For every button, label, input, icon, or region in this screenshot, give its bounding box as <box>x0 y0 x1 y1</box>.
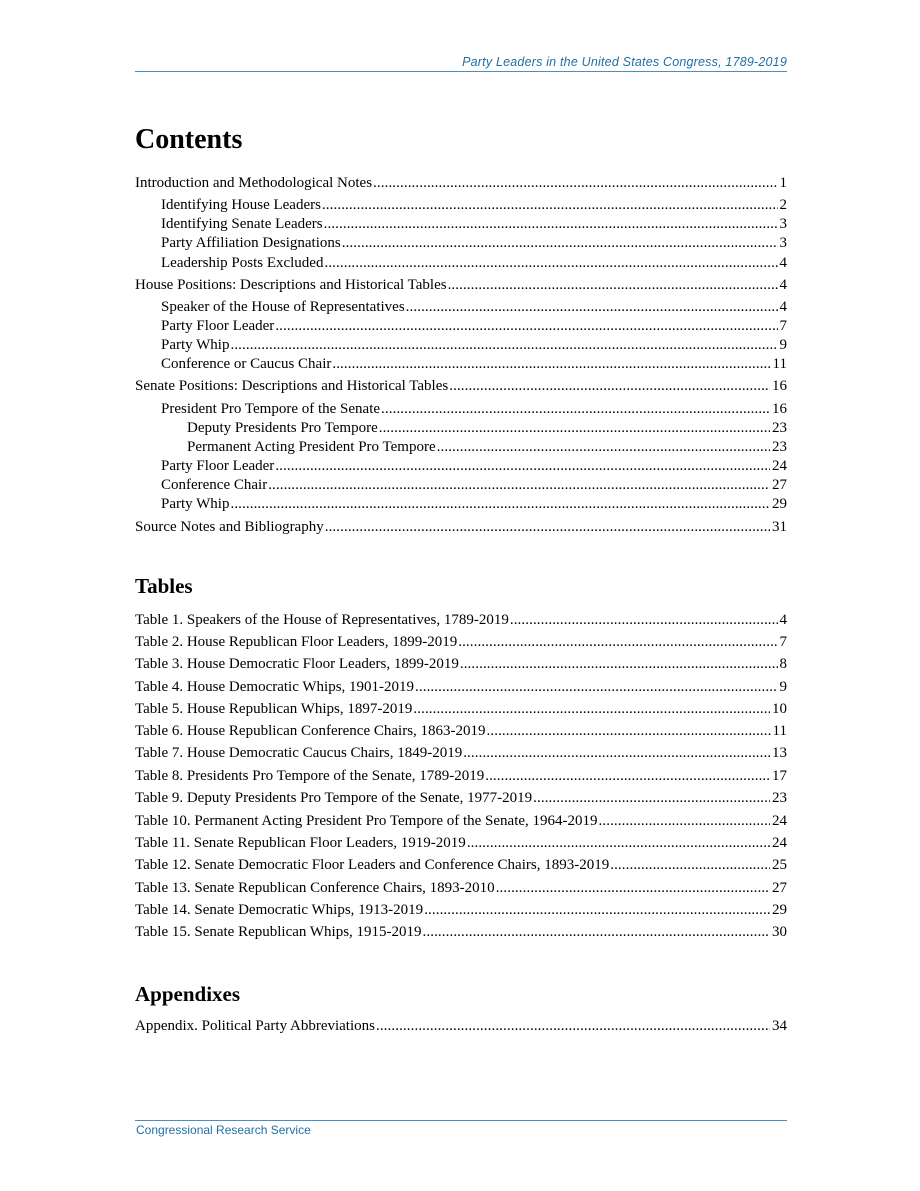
toc-entry-page: 3 <box>779 235 787 251</box>
toc-entry-title: Permanent Acting President Pro Tempore <box>187 439 436 455</box>
footer-publisher: Congressional Research Service <box>136 1123 311 1137</box>
table-entry-page: 24 <box>772 835 787 851</box>
toc-entry[interactable] <box>161 336 787 355</box>
toc-entry-title: Party Floor Leader <box>161 318 275 334</box>
leader-dots <box>332 355 770 374</box>
table-entry-page: 10 <box>772 701 787 717</box>
table-list-entry[interactable] <box>135 856 787 875</box>
table-entry-page: 4 <box>779 612 787 628</box>
toc-entry-page: 27 <box>772 477 787 493</box>
table-list-entry[interactable] <box>135 655 787 674</box>
table-entry-page: 29 <box>772 902 787 918</box>
leader-dots <box>324 254 777 273</box>
table-list-entry[interactable] <box>135 633 787 652</box>
leader-dots <box>415 678 777 697</box>
toc-entry-title: Conference Chair <box>161 477 268 493</box>
running-header-title: Party Leaders in the United States Congress, 1789-2019 <box>462 55 787 69</box>
toc-entry-page: 3 <box>779 216 787 232</box>
leader-dots <box>413 700 770 719</box>
table-entry-page: 30 <box>772 924 787 940</box>
table-list-entry[interactable] <box>135 789 787 808</box>
toc-entry-title: Source Notes and Bibliography <box>135 519 324 535</box>
table-entry-title: Table 13. Senate Republican Conference Chairs, 1893-2010 <box>135 880 495 896</box>
leader-dots <box>373 174 777 193</box>
table-entry-page: 7 <box>779 634 787 650</box>
table-entry-title: Table 6. House Republican Conference Chairs, 1863-2019 <box>135 723 486 739</box>
tables-heading: Tables <box>135 574 193 598</box>
toc-entry-page: 4 <box>779 299 787 315</box>
leader-dots <box>381 400 770 419</box>
leader-dots <box>268 476 770 495</box>
table-entry-title: Table 2. House Republican Floor Leaders, 1899-2019 <box>135 634 458 650</box>
leader-dots <box>230 336 777 355</box>
toc-entry[interactable] <box>161 495 787 514</box>
toc-entry[interactable] <box>135 276 787 295</box>
table-entry-page: 8 <box>779 656 787 672</box>
table-list-entry[interactable] <box>135 744 787 763</box>
toc-entry[interactable] <box>161 215 787 234</box>
toc-entry-page: 23 <box>772 439 787 455</box>
toc-entry[interactable] <box>161 476 787 495</box>
table-entry-title: Table 4. House Democratic Whips, 1901-2019 <box>135 679 415 695</box>
toc-entry[interactable] <box>135 174 787 193</box>
toc-entry-title: Leadership Posts Excluded <box>161 255 324 271</box>
leader-dots <box>448 276 778 295</box>
leader-dots <box>458 633 777 652</box>
toc-entry-page: 1 <box>779 175 787 191</box>
leader-dots <box>610 856 770 875</box>
table-list-entry[interactable] <box>135 901 787 920</box>
toc-entry-page: 2 <box>779 197 787 213</box>
appendix-entry-page: 34 <box>772 1018 787 1034</box>
table-entry-title: Table 11. Senate Republican Floor Leaders, 1919-2019 <box>135 835 466 851</box>
leader-dots <box>487 722 771 741</box>
leader-dots <box>437 438 770 457</box>
toc-entry-page: 31 <box>772 519 787 535</box>
table-list-entry[interactable] <box>135 923 787 942</box>
leader-dots <box>275 317 777 336</box>
toc-entry-page: 4 <box>779 255 787 271</box>
contents-heading: Contents <box>135 124 243 155</box>
table-entry-title: Table 3. House Democratic Floor Leaders, 1899-2019 <box>135 656 459 672</box>
toc-entry[interactable] <box>135 377 787 396</box>
toc-entry-page: 7 <box>779 318 787 334</box>
table-list-entry[interactable] <box>135 722 787 741</box>
table-entry-page: 13 <box>772 745 787 761</box>
leader-dots <box>423 923 770 942</box>
toc-entry-title: House Positions: Descriptions and Historical Tables <box>135 277 447 293</box>
table-entry-title: Table 1. Speakers of the House of Representatives, 1789-2019 <box>135 612 509 628</box>
toc-entry[interactable] <box>161 234 787 253</box>
toc-entry-title: Party Whip <box>161 496 230 512</box>
leader-dots <box>342 234 778 253</box>
toc-entry-title: Identifying House Leaders <box>161 197 321 213</box>
leader-dots <box>325 518 770 537</box>
toc-entry[interactable] <box>161 317 787 336</box>
leader-dots <box>467 834 770 853</box>
toc-entry[interactable] <box>161 355 787 374</box>
toc-entry[interactable] <box>161 196 787 215</box>
table-entry-page: 23 <box>772 790 787 806</box>
leader-dots <box>463 744 770 763</box>
table-list-entry[interactable] <box>135 812 787 831</box>
leader-dots <box>599 812 770 831</box>
leader-dots <box>275 457 770 476</box>
leader-dots <box>376 1017 770 1036</box>
toc-entry-title: Senate Positions: Descriptions and Historical Tables <box>135 378 449 394</box>
leader-dots <box>322 196 778 215</box>
toc-entry-title: Speaker of the House of Representatives <box>161 299 405 315</box>
toc-entry-page: 16 <box>772 378 787 394</box>
leader-dots <box>533 789 770 808</box>
toc-entry[interactable] <box>187 419 787 438</box>
toc-entry-title: Party Floor Leader <box>161 458 275 474</box>
toc-entry-page: 4 <box>779 277 787 293</box>
table-entry-page: 17 <box>772 768 787 784</box>
table-entry-page: 27 <box>772 880 787 896</box>
table-entry-page: 9 <box>779 679 787 695</box>
toc-entry[interactable] <box>135 518 787 537</box>
table-entry-title: Table 12. Senate Democratic Floor Leaders and Conference Chairs, 1893-2019 <box>135 857 610 873</box>
leader-dots <box>230 495 770 514</box>
appendix-list-entry[interactable] <box>135 1017 787 1036</box>
toc-entry-title: Introduction and Methodological Notes <box>135 175 373 191</box>
table-entry-title: Table 10. Permanent Acting President Pro Tempore of the Senate, 1964-2019 <box>135 813 598 829</box>
header-rule <box>135 71 787 72</box>
table-entry-title: Table 5. House Republican Whips, 1897-2019 <box>135 701 413 717</box>
leader-dots <box>485 767 770 786</box>
toc-entry-title: Party Affiliation Designations <box>161 235 341 251</box>
toc-entry-page: 11 <box>772 356 787 372</box>
toc-entry[interactable] <box>161 254 787 273</box>
table-entry-title: Table 14. Senate Democratic Whips, 1913-2019 <box>135 902 424 918</box>
toc-entry-title: President Pro Tempore of the Senate <box>161 401 381 417</box>
appendixes-heading: Appendixes <box>135 982 241 1006</box>
leader-dots <box>424 901 770 920</box>
toc-entry[interactable] <box>187 438 787 457</box>
toc-entry-page: 9 <box>779 337 787 353</box>
leader-dots <box>510 611 778 630</box>
table-entry-page: 24 <box>772 813 787 829</box>
table-entry-title: Table 7. House Democratic Caucus Chairs, 1849-2019 <box>135 745 463 761</box>
leader-dots <box>449 377 770 396</box>
table-entry-page: 11 <box>772 723 787 739</box>
table-entry-title: Table 15. Senate Republican Whips, 1915-2019 <box>135 924 422 940</box>
toc-entry[interactable] <box>161 457 787 476</box>
leader-dots <box>496 879 770 898</box>
table-list-entry[interactable] <box>135 678 787 697</box>
leader-dots <box>324 215 778 234</box>
leader-dots <box>406 298 778 317</box>
table-list-entry[interactable] <box>135 767 787 786</box>
table-list-entry[interactable] <box>135 834 787 853</box>
table-entry-title: Table 9. Deputy Presidents Pro Tempore of the Senate, 1977-2019 <box>135 790 533 806</box>
footer-rule <box>135 1120 787 1121</box>
leader-dots <box>379 419 770 438</box>
toc-entry-title: Identifying Senate Leaders <box>161 216 323 232</box>
toc-entry-title: Party Whip <box>161 337 230 353</box>
toc-entry[interactable] <box>161 400 787 419</box>
appendix-entry-title: Appendix. Political Party Abbreviations <box>135 1018 375 1034</box>
toc-entry-page: 24 <box>772 458 787 474</box>
toc-entry-title: Deputy Presidents Pro Tempore <box>187 420 378 436</box>
table-list-entry[interactable] <box>135 879 787 898</box>
toc-entry-page: 16 <box>772 401 787 417</box>
table-list-entry[interactable] <box>135 611 787 630</box>
table-entry-page: 25 <box>772 857 787 873</box>
toc-entry-page: 29 <box>772 496 787 512</box>
table-list-entry[interactable] <box>135 700 787 719</box>
leader-dots <box>460 655 778 674</box>
toc-entry-page: 23 <box>772 420 787 436</box>
toc-entry[interactable] <box>161 298 787 317</box>
toc-entry-title: Conference or Caucus Chair <box>161 356 332 372</box>
table-entry-title: Table 8. Presidents Pro Tempore of the Senate, 1789-2019 <box>135 768 485 784</box>
